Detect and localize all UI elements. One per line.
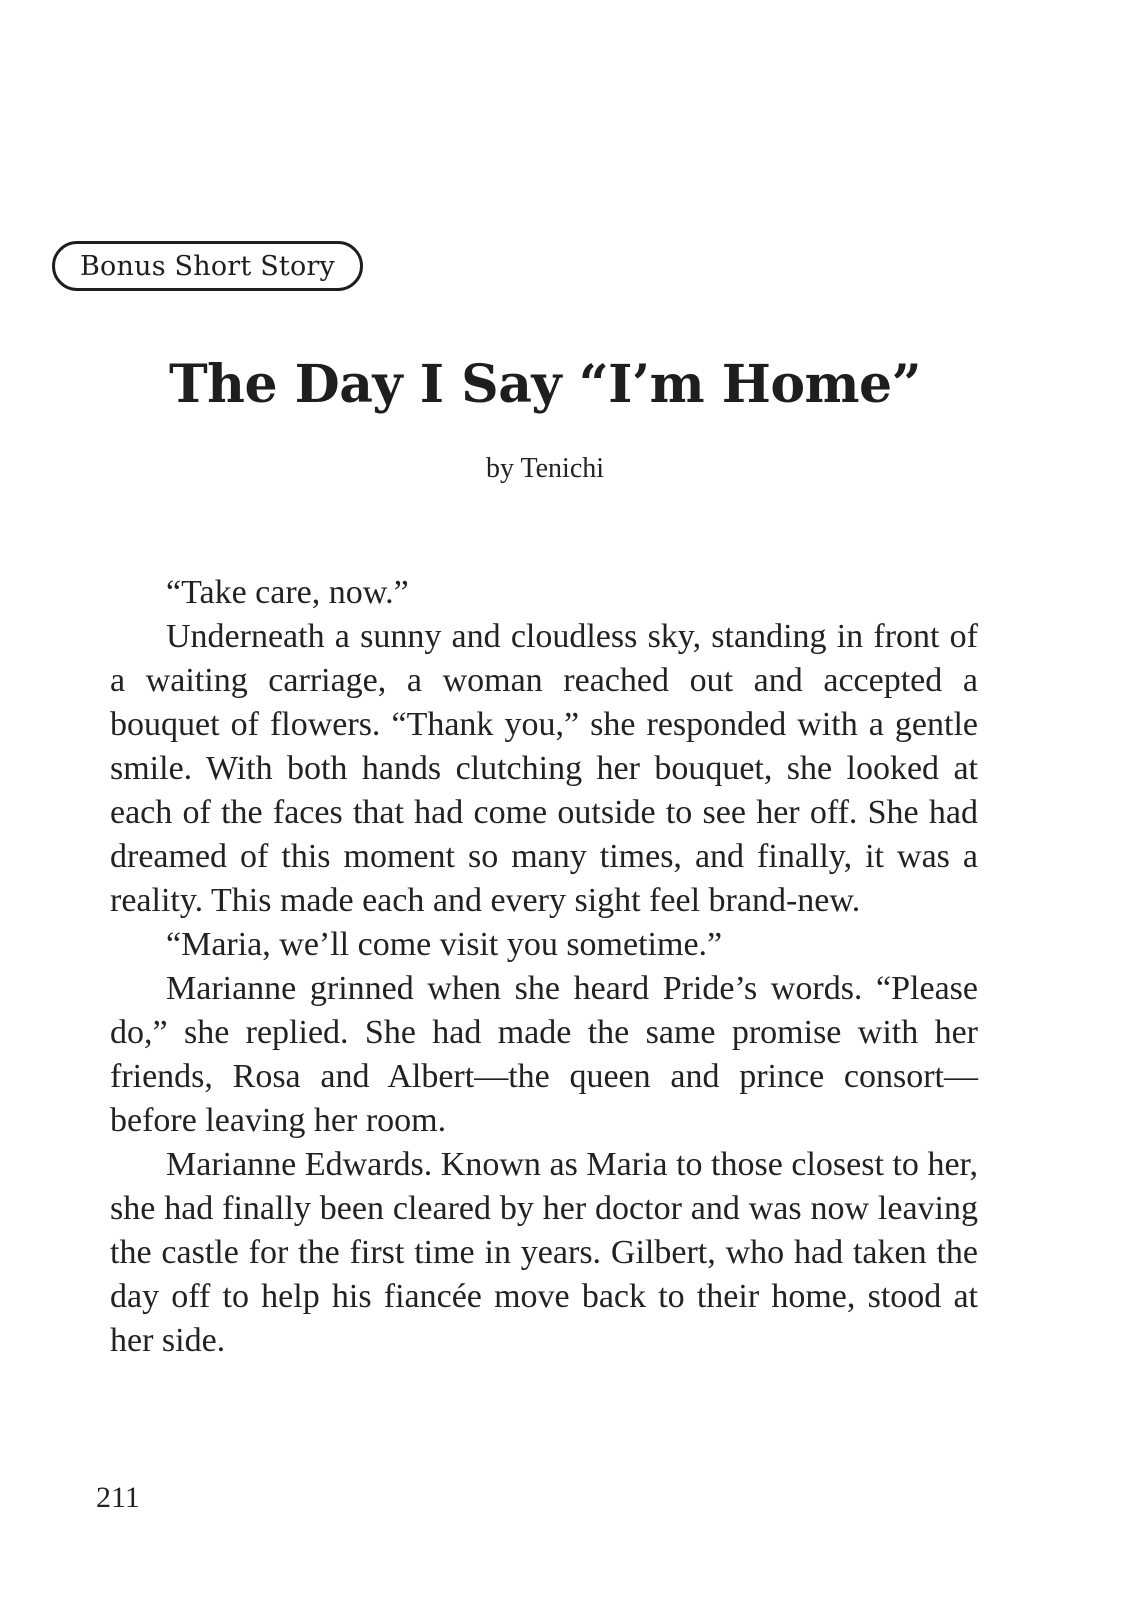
page-number: 211 xyxy=(96,1481,140,1514)
paragraph: Marianne grinned when she heard Pride’s words. “Please do,” she replied. She had made the same promise with her friends, Rosa and Albert—the queen and prince consort—before leaving her room. xyxy=(110,970,978,1139)
paragraph: “Take care, now.” xyxy=(166,574,409,611)
paragraph: Underneath a sunny and cloudless sky, standing in front of a waiting carriage, a woman reached out and accepted a bouquet of flowers. “Thank you,” she responded with a gentle smile. With both hands clutching her bouquet, she looked at each of the faces that had come outside to see her off. She had dreamed of this moment so many times, and finally, it was a reality. This made each and every sight feel brand-new. xyxy=(110,618,978,919)
chapter-title: The Day I Say “I’m Home” xyxy=(168,354,922,415)
story-body xyxy=(110,571,978,1363)
paragraph: “Maria, we’ll come visit you sometime.” xyxy=(166,926,723,963)
section-label: Bonus Short Story xyxy=(52,241,363,291)
paragraph: Marianne Edwards. Known as Maria to those closest to her, she had finally been cleared by her doctor and was now leaving the castle for the first time in years. Gilbert, who had taken the day off to help his fiancée move back to their home, stood at her side. xyxy=(110,1146,978,1359)
author-byline: by Tenichi xyxy=(485,453,605,484)
